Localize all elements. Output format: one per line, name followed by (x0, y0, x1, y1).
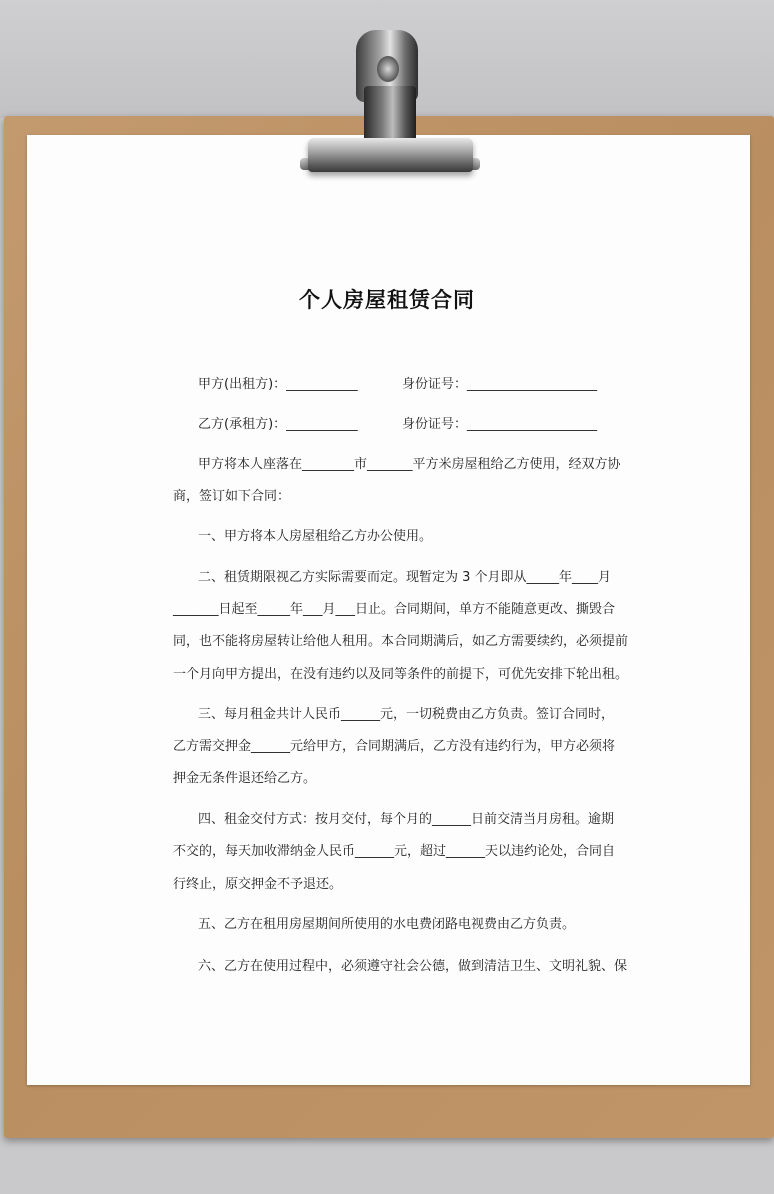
binder-clip-base (308, 138, 473, 172)
paragraph-line: 乙方需交押金______元给甲方，合同期满后，乙方没有违约行为，甲方必须将 (173, 739, 616, 754)
paragraph-line: 一、甲方将本人房屋租给乙方办公使用。 (198, 529, 433, 544)
paragraph-line: 行终止，原交押金不予退还。 (173, 877, 343, 892)
paragraph-line: _______日起至_____年___月___日止。合同期间，单方不能随意更改、撕毁合 (173, 602, 616, 617)
party-a-label: 甲方(出租方)：___________ (198, 377, 358, 392)
paragraph-line: 一个月向甲方提出，在没有违约以及同等条件的前提下，可优先安排下轮出租。 (173, 667, 629, 682)
paragraph-line: 同，也不能将房屋转让给他人租用。本合同期满后，如乙方需要续约，必须提前 (173, 634, 629, 649)
paragraph-line: 商，签订如下合同： (173, 489, 291, 504)
paragraph-line: 三、每月租金共计人民币______元，一切税费由乙方负责。签订合同时， (198, 707, 615, 722)
binder-clip-hole (377, 56, 399, 82)
paragraph-line: 五、乙方在租用房屋期间所使用的水电费闭路电视费由乙方负责。 (198, 917, 576, 932)
party-b-id: 身份证号：____________________ (402, 417, 598, 432)
binder-clip-body (364, 86, 416, 144)
party-a-id: 身份证号：____________________ (402, 377, 598, 392)
party-b-label: 乙方(承租方)：___________ (198, 417, 358, 432)
paragraph-line: 二、租赁期限视乙方实际需要而定。现暂定为 3 个月即从_____年____月 (198, 570, 612, 585)
paragraph-line: 甲方将本人座落在________市_______平方米房屋租给乙方使用，经双方协 (198, 457, 621, 472)
paragraph-line: 六、乙方在使用过程中，必须遵守社会公德，做到清洁卫生、文明礼貌、保 (198, 959, 628, 974)
paragraph-line: 四、租金交付方式：按月交付，每个月的______日前交清当月房租。逾期 (198, 812, 615, 827)
document-title: 个人房屋租赁合同 (299, 288, 475, 312)
paragraph-line: 押金无条件退还给乙方。 (173, 771, 317, 786)
paragraph-line: 不交的，每天加收滞纳金人民币______元，超过______天以违约论处，合同自 (173, 844, 616, 859)
